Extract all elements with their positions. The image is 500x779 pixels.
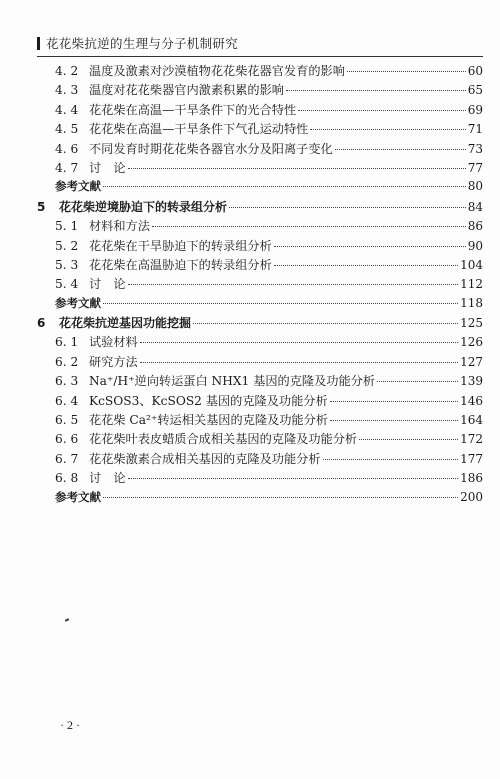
toc-references-entry (37, 489, 483, 508)
toc-entry-number: 6. 1 (55, 335, 79, 350)
toc-references-entry (37, 178, 483, 197)
toc-entry-title: 花花柴叶表皮蜡质合成相关基因的克隆及功能分析 (89, 432, 358, 447)
toc-section-entry (37, 469, 483, 488)
toc-section-entry (37, 217, 483, 236)
toc-entry-number: 4. 3 (55, 83, 79, 98)
toc-entry-page: 164 (460, 413, 483, 428)
toc-entry-number: 4. 7 (55, 160, 79, 175)
toc-section-entry (37, 159, 483, 178)
dot-leader (359, 438, 458, 440)
toc-entry-title: KcSOS3、KcSOS2 基因的克隆及功能分析 (89, 393, 328, 408)
toc-entry-page: 112 (460, 277, 483, 292)
dot-leader (347, 70, 466, 72)
toc-entry-title: 材料和方法 (89, 219, 150, 234)
toc-entry-page: 127 (460, 354, 483, 369)
dot-leader (103, 302, 458, 304)
toc-entry-title: 试验材料 (89, 335, 138, 350)
toc-entry-number: 6. 6 (55, 432, 79, 447)
toc-entry-title: 讨 论 (89, 471, 126, 486)
toc-entry-number: 4. 2 (55, 64, 79, 78)
toc-entry-page: 77 (467, 160, 483, 175)
toc-entry-number: 4. 5 (55, 122, 79, 137)
toc-entry-page: 200 (460, 489, 483, 504)
toc-section-entry (37, 411, 483, 430)
toc-entry-number: 5. 3 (55, 257, 79, 272)
toc-entry-number: 4. 4 (55, 102, 79, 117)
dot-leader (193, 322, 458, 324)
dot-leader (310, 128, 465, 130)
dot-leader (335, 148, 466, 150)
dot-leader (140, 341, 458, 343)
toc-section-entry (37, 256, 483, 275)
toc-entry-title: 参考文献 (55, 295, 101, 310)
toc-entry-page: 177 (460, 451, 483, 466)
toc-section-entry (37, 101, 483, 120)
toc-section-entry (37, 237, 483, 256)
toc-entry-page: 90 (467, 238, 483, 253)
toc-entry-page: 65 (467, 83, 483, 98)
toc-entry-number: 5. 2 (55, 238, 79, 253)
dot-leader (103, 185, 466, 187)
toc-entry-title: Na⁺/H⁺逆向转运蛋白 NHX1 基因的克隆及功能分析 (89, 374, 376, 389)
book-title: 花花柴抗逆的生理与分子机制研究 (46, 36, 239, 51)
toc-entry-title: 讨 论 (89, 160, 126, 175)
dot-leader (152, 225, 466, 227)
toc-section-entry (37, 333, 483, 352)
toc-entry-number: 6. 5 (55, 413, 79, 428)
toc-section-entry (37, 81, 483, 100)
toc-entry-page: 186 (460, 471, 483, 486)
toc-entry-title: 参考文献 (55, 179, 101, 194)
toc-section-entry (37, 392, 483, 411)
toc-section-entry (37, 62, 483, 81)
toc-chapter-entry (37, 314, 483, 333)
toc-entry-number: 4. 6 (55, 141, 79, 156)
running-header (37, 34, 477, 52)
table-of-contents (37, 62, 483, 508)
toc-entry-title: 不同发育时期花花柴各器官水分及阳离子变化 (89, 141, 333, 156)
toc-entry-page: 126 (460, 335, 483, 350)
dot-leader (274, 245, 466, 247)
toc-chapter-entry (37, 198, 483, 217)
toc-entry-number: 5 (37, 199, 46, 214)
toc-section-entry (37, 275, 483, 294)
toc-entry-title: 花花柴在高温胁迫下的转录组分析 (89, 257, 272, 272)
toc-entry-page: 86 (467, 219, 483, 234)
toc-entry-page: 71 (467, 122, 483, 137)
toc-references-entry (37, 295, 483, 314)
toc-entry-number: 6. 8 (55, 471, 79, 486)
toc-entry-page: 73 (467, 141, 483, 156)
toc-entry-page: 146 (460, 393, 483, 408)
toc-entry-title: 研究方法 (89, 354, 138, 369)
dot-leader (103, 496, 458, 498)
header-rule (37, 56, 483, 57)
dot-leader (286, 89, 466, 91)
toc-section-entry (37, 353, 483, 372)
toc-entry-title: 讨 论 (89, 277, 126, 292)
toc-entry-number: 6 (37, 316, 46, 331)
toc-entry-page: 104 (460, 257, 483, 272)
dot-leader (229, 206, 466, 208)
toc-entry-page: 80 (467, 179, 483, 194)
dot-leader (128, 283, 459, 285)
toc-entry-number: 6. 4 (55, 393, 79, 408)
toc-entry-page: 60 (467, 64, 483, 78)
dot-leader (274, 264, 458, 266)
dot-leader (330, 419, 458, 421)
toc-entry-page: 118 (460, 295, 483, 310)
dot-leader (128, 477, 459, 479)
toc-entry-number: 6. 7 (55, 451, 79, 466)
dot-leader (140, 361, 458, 363)
toc-entry-title: 花花柴抗逆基因功能挖掘 (59, 316, 192, 331)
header-marker-bar (37, 37, 40, 50)
toc-entry-title: 花花柴 Ca²⁺转运相关基因的克隆及功能分析 (89, 413, 328, 428)
toc-entry-page: 84 (467, 199, 483, 214)
toc-entry-page: 125 (460, 316, 483, 331)
toc-entry-title: 温度对花花柴器官内激素积累的影响 (89, 83, 284, 98)
toc-entry-number: 5. 4 (55, 277, 79, 292)
toc-entry-page: 69 (467, 102, 483, 117)
toc-section-entry (37, 372, 483, 391)
dot-leader (128, 167, 466, 169)
toc-entry-number: 6. 3 (55, 374, 79, 389)
toc-entry-title: 花花柴激素合成相关基因的克隆及功能分析 (89, 451, 321, 466)
toc-entry-title: 温度及激素对沙漠植物花花柴花器官发育的影响 (89, 64, 345, 78)
toc-entry-title: 花花柴逆境胁迫下的转录组分析 (59, 199, 228, 214)
dot-leader (323, 458, 459, 460)
toc-entry-title: 参考文献 (55, 489, 101, 504)
toc-section-entry (37, 450, 483, 469)
toc-entry-title: 花花柴在干旱胁迫下的转录组分析 (89, 238, 272, 253)
toc-entry-number: 6. 2 (55, 354, 79, 369)
dot-leader (377, 380, 458, 382)
print-speck (65, 618, 69, 622)
toc-section-entry (37, 120, 483, 139)
toc-section-entry (37, 140, 483, 159)
toc-entry-number: 5. 1 (55, 219, 79, 234)
dot-leader (330, 400, 458, 402)
dot-leader (298, 109, 466, 111)
toc-entry-page: 139 (460, 374, 483, 389)
toc-entry-title: 花花柴在高温—干旱条件下气孔运动特性 (89, 122, 309, 137)
toc-entry-title: 花花柴在高温—干旱条件下的光合特性 (89, 102, 297, 117)
page-number: · 2 · (60, 718, 80, 732)
toc-section-entry (37, 430, 483, 449)
toc-entry-page: 172 (460, 432, 483, 447)
